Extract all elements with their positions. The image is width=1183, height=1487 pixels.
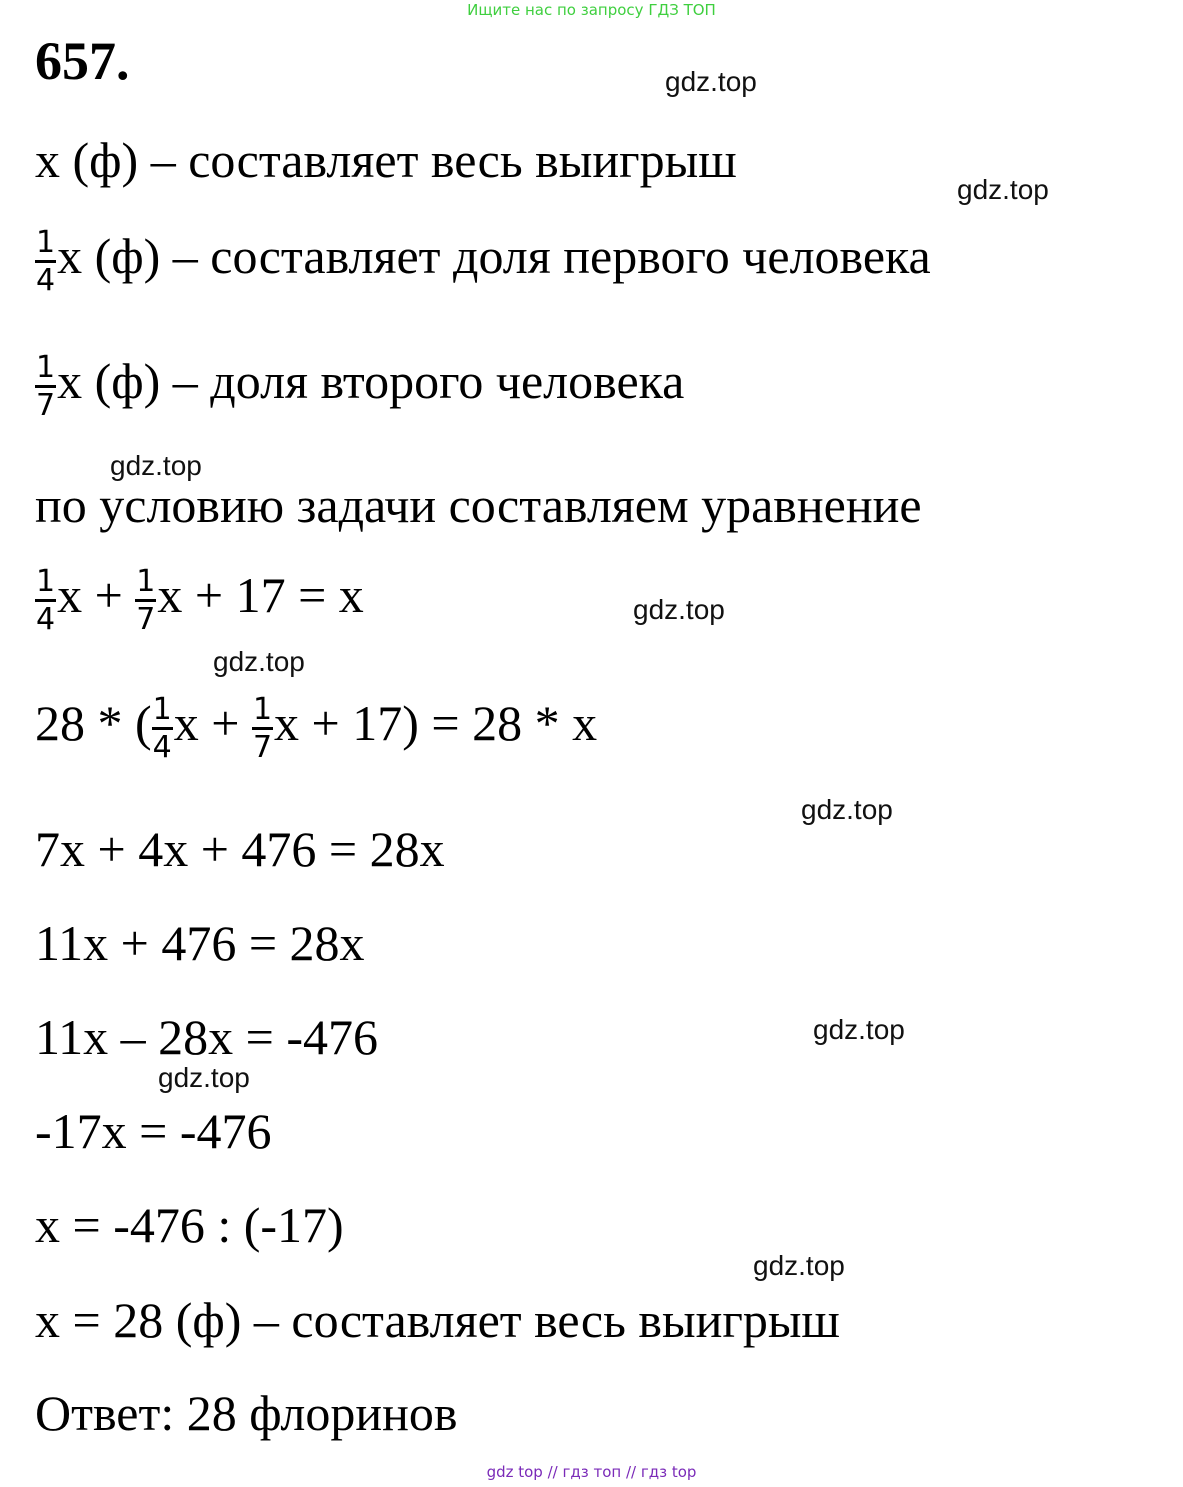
watermark: gdz.top [213, 646, 305, 677]
equation-line: $\frac{1}{4}$ x + $\frac{1}{7}$ x + 17 = x [36, 564, 364, 637]
equation-line: -17x = -476 [35, 1103, 272, 1159]
solution-line: x = 28 (ф) – составляет весь выигрыш [35, 1292, 840, 1348]
equation-line: 28 * ( $\frac{1}{4}$ x + $\frac{1}{7}$ x + 17) = 28 * x [35, 692, 598, 765]
fraction: $\frac{1}{4}$ [36, 225, 56, 298]
fraction: $\frac{1}{7}$ [136, 564, 156, 637]
fraction: $\frac{1}{4}$ [152, 692, 172, 765]
watermark: gdz.top [813, 1014, 905, 1045]
equation-line: 11x – 28x = -476 [35, 1009, 378, 1065]
fraction: $\frac{1}{7}$ [252, 692, 273, 765]
equation-line: x = -476 : (-17) [35, 1197, 344, 1253]
solution-line: $\frac{1}{4}$ x (ф) – составляет доля первого человека [36, 225, 931, 298]
watermark: gdz.top [110, 450, 202, 481]
solution-line: $\frac{1}{7}$ x (ф) – доля второго человека [36, 350, 685, 423]
fraction: $\frac{1}{4}$ [36, 564, 56, 637]
search-banner: Ищите нас по запросу ГДЗ ТОП [467, 1, 716, 19]
footer-links: gdz top // гдз топ // гдз top [486, 1463, 697, 1481]
watermark: gdz.top [801, 794, 893, 825]
solution-line: по условию задачи составляем уравнение [35, 477, 922, 533]
equation-line: 11x + 476 = 28x [35, 915, 365, 971]
problem-number: 657. [35, 31, 130, 91]
watermark: gdz.top [665, 66, 757, 97]
solution-line: x (ф) – составляет весь выигрыш [35, 132, 737, 188]
watermark: gdz.top [633, 594, 725, 625]
equation-line: 7x + 4x + 476 = 28x [35, 821, 445, 877]
watermark: gdz.top [957, 174, 1049, 205]
answer-line: Ответ: 28 флоринов [35, 1385, 458, 1441]
watermark: gdz.top [158, 1062, 250, 1093]
fraction: $\frac{1}{7}$ [36, 350, 56, 423]
watermark: gdz.top [753, 1250, 845, 1281]
